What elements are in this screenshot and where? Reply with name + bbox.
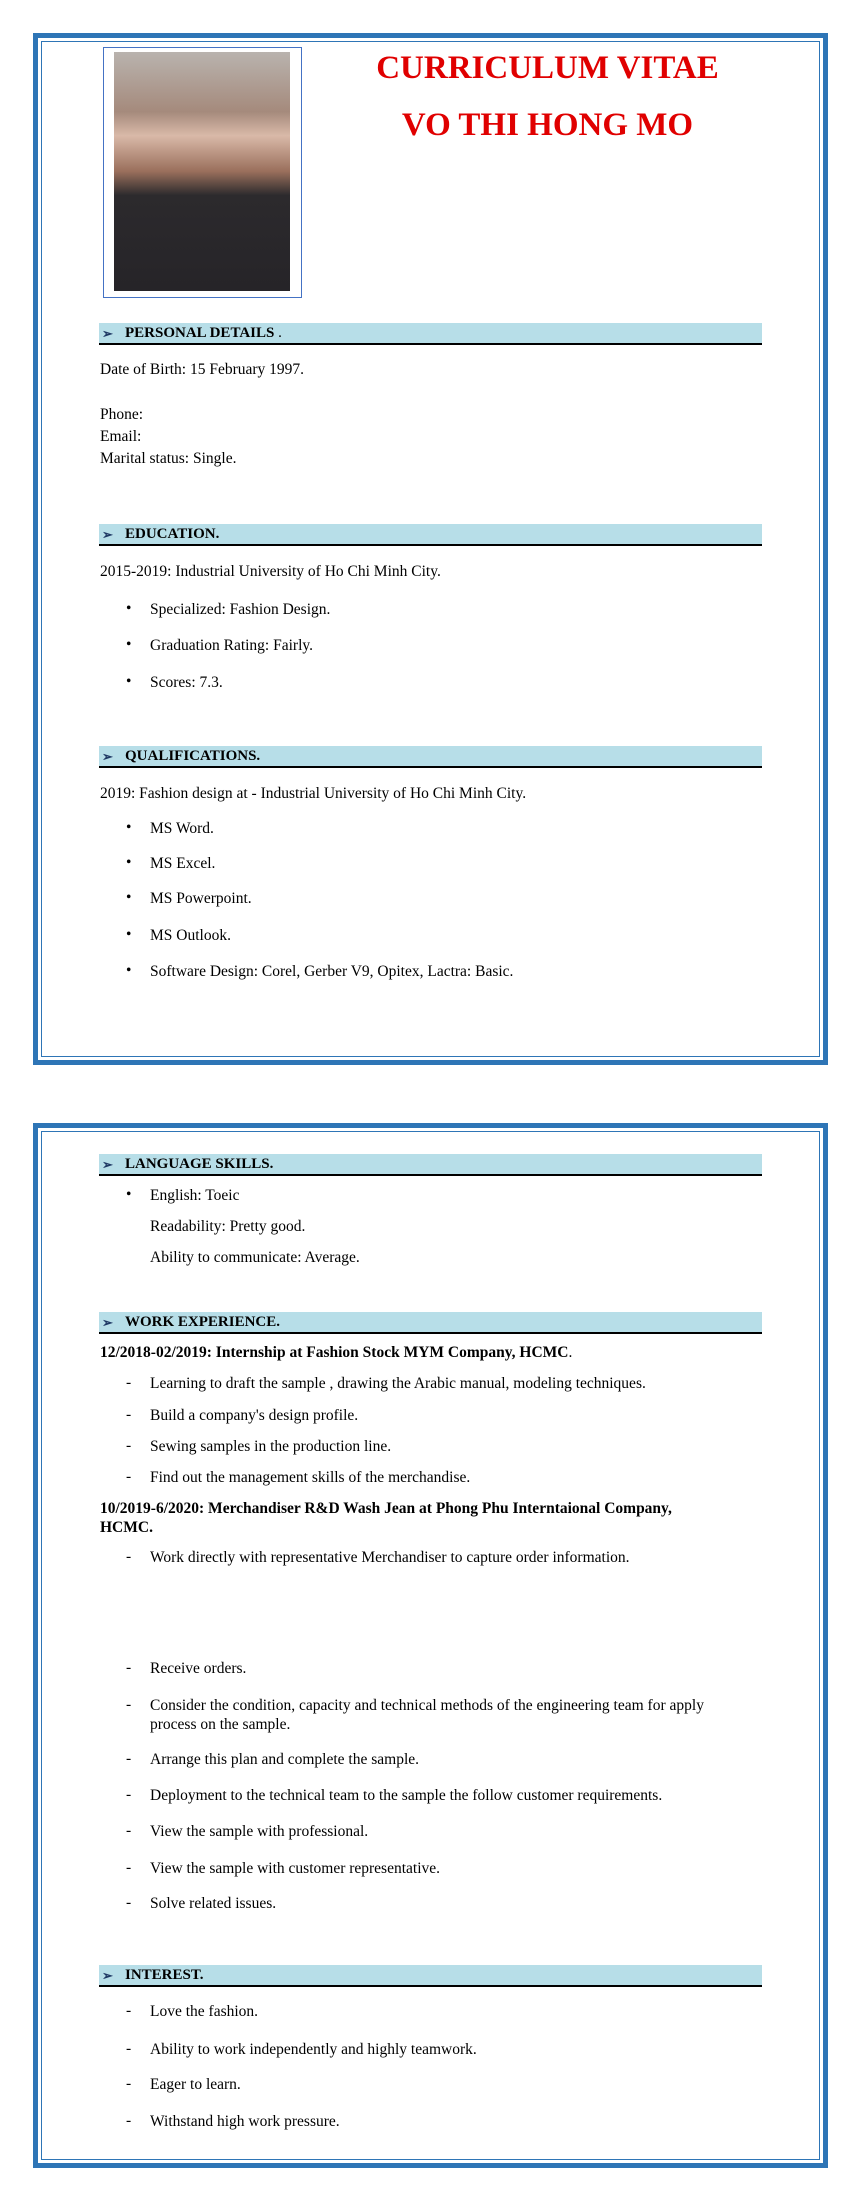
qualifications-section-header: [99, 746, 762, 768]
email-label: Email:: [100, 428, 142, 445]
job1-title: 12/2018-02/2019: Internship at Fashion Stock MYM Company, HCMC.: [100, 1344, 573, 1361]
arrow-bullet-icon: ➢: [102, 749, 113, 764]
list-item: View the sample with professional.: [150, 1823, 369, 1840]
list-item: Eager to learn.: [150, 2076, 241, 2093]
list-item: Consider the condition, capacity and technical methods of the engineering team for apply: [150, 1697, 704, 1714]
list-item: Ability to work independently and highly teamwork.: [150, 2041, 477, 2058]
list-item: MS Excel.: [150, 855, 216, 872]
qualifications-line: 2019: Fashion design at - Industrial University of Ho Chi Minh City.: [100, 785, 527, 802]
job2-title-line2: HCMC.: [100, 1519, 153, 1536]
job2-title-line1: 10/2019-6/2020: Merchandiser R&D Wash Jean at Phong Phu Interntaional Company,: [100, 1500, 672, 1517]
readability: Readability: Pretty good.: [150, 1218, 306, 1235]
bullet-icon: •: [126, 673, 132, 690]
list-item: Find out the management skills of the merchandise.: [150, 1469, 471, 1486]
list-item: MS Outlook.: [150, 927, 231, 944]
section-title: WORK EXPERIENCE.: [125, 1314, 281, 1330]
dash-icon: -: [126, 2112, 132, 2129]
dash-icon: -: [126, 1750, 132, 1767]
arrow-bullet-icon: ➢: [102, 326, 113, 341]
arrow-bullet-icon: ➢: [102, 1315, 113, 1330]
list-item-continuation: process on the sample.: [150, 1716, 291, 1733]
profile-photo: [114, 52, 290, 291]
language-skills-section-header: [99, 1154, 762, 1176]
bullet-icon: •: [126, 962, 132, 979]
work-experience-section-header: [99, 1312, 762, 1334]
dash-icon: -: [126, 1859, 132, 1876]
list-item: Withstand high work pressure.: [150, 2113, 340, 2130]
arrow-bullet-icon: ➢: [102, 1157, 113, 1172]
section-title: PERSONAL DETAILS .: [125, 325, 282, 341]
dash-icon: -: [126, 1406, 132, 1423]
bullet-icon: •: [126, 926, 132, 943]
dash-icon: -: [126, 2002, 132, 2019]
dash-icon: -: [126, 1822, 132, 1839]
list-item: Sewing samples in the production line.: [150, 1438, 392, 1455]
section-title-suffix: .: [274, 325, 282, 341]
dash-icon: -: [126, 1696, 132, 1713]
list-item: Learning to draft the sample , drawing the Arabic manual, modeling techniques.: [150, 1375, 646, 1392]
cv-title: CURRICULUM VITAE: [376, 50, 719, 86]
bullet-icon: •: [126, 889, 132, 906]
section-title: INTEREST.: [125, 1967, 204, 1983]
marital-status: Marital status: Single.: [100, 450, 237, 467]
section-title: EDUCATION.: [125, 526, 220, 542]
list-item: Arrange this plan and complete the sample.: [150, 1751, 420, 1768]
list-item: Work directly with representative Merchandiser to capture order information.: [150, 1549, 630, 1566]
list-item: MS Powerpoint.: [150, 890, 252, 907]
list-item: Deployment to the technical team to the sample the follow customer requirements.: [150, 1787, 663, 1804]
bullet-icon: •: [126, 819, 132, 836]
list-item: View the sample with customer representative.: [150, 1860, 441, 1877]
list-item: Love the fashion.: [150, 2003, 259, 2020]
list-item: Receive orders.: [150, 1660, 247, 1677]
dash-icon: -: [126, 1894, 132, 1911]
dash-icon: -: [126, 2040, 132, 2057]
dash-icon: -: [126, 1374, 132, 1391]
section-title: LANGUAGE SKILLS.: [125, 1156, 274, 1172]
job1-title-suffix: .: [568, 1344, 573, 1361]
dash-icon: -: [126, 1437, 132, 1454]
date-of-birth: Date of Birth: 15 February 1997.: [100, 361, 305, 378]
dash-icon: -: [126, 1548, 132, 1565]
cv-name: VO THI HONG MO: [401, 107, 694, 143]
list-item: English: Toeic: [150, 1187, 240, 1204]
list-item: Scores: 7.3.: [150, 674, 223, 691]
arrow-bullet-icon: ➢: [102, 1968, 113, 1983]
list-item: Specialized: Fashion Design.: [150, 601, 331, 618]
education-section-header: [99, 524, 762, 546]
communication-ability: Ability to communicate: Average.: [150, 1249, 360, 1266]
list-item: Solve related issues.: [150, 1895, 277, 1912]
dash-icon: -: [126, 2075, 132, 2092]
dash-icon: -: [126, 1468, 132, 1485]
personal-details-section-header: [99, 323, 762, 345]
bullet-icon: •: [126, 600, 132, 617]
phone-label: Phone:: [100, 406, 144, 423]
interest-section-header: [99, 1965, 762, 1987]
dash-icon: -: [126, 1786, 132, 1803]
arrow-bullet-icon: ➢: [102, 527, 113, 542]
bullet-icon: •: [126, 636, 132, 653]
list-item: Build a company's design profile.: [150, 1407, 359, 1424]
list-item: Software Design: Corel, Gerber V9, Opitex, Lactra: Basic.: [150, 963, 514, 980]
dash-icon: -: [126, 1659, 132, 1676]
section-title: QUALIFICATIONS.: [125, 748, 261, 764]
education-line: 2015-2019: Industrial University of Ho Chi Minh City.: [100, 563, 441, 580]
bullet-icon: •: [126, 854, 132, 871]
list-item: Graduation Rating: Fairly.: [150, 637, 314, 654]
bullet-icon: •: [126, 1186, 132, 1203]
list-item: MS Word.: [150, 820, 214, 837]
